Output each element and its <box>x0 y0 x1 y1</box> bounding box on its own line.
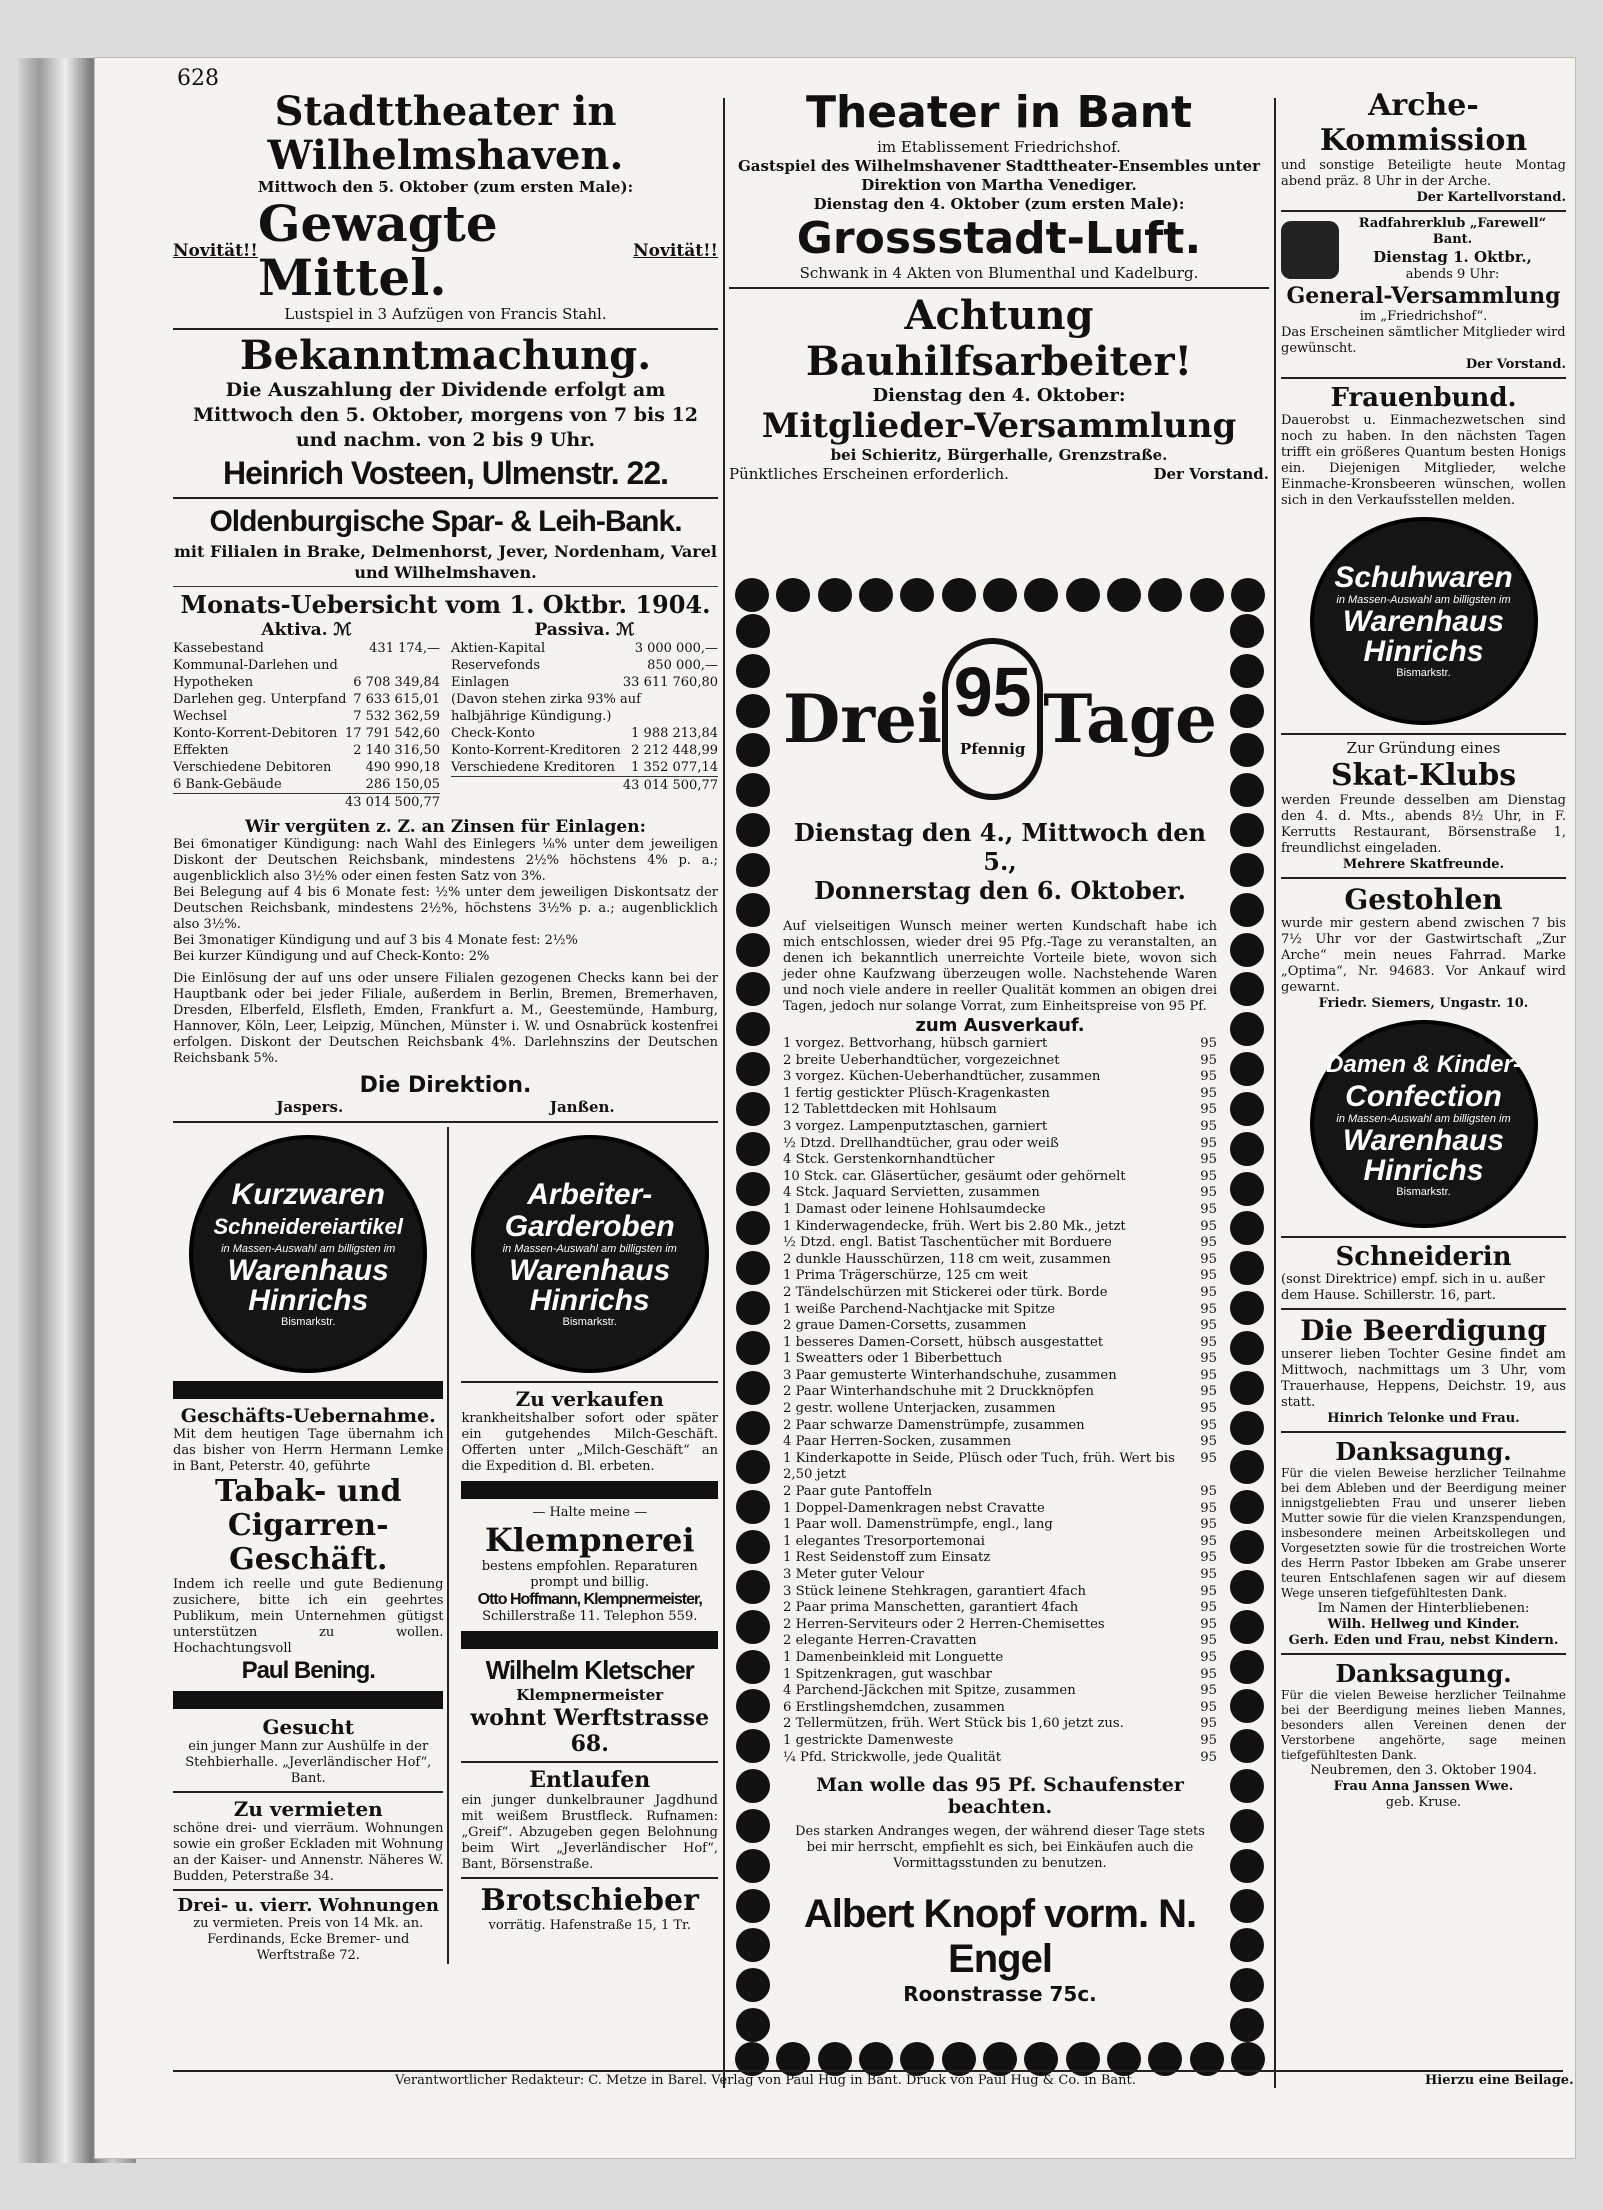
sub-col-right: Arbeiter- Garderoben in Massen-Auswahl am billigsten im Warenhaus Hinrichs Bismarkstr. Zu verkaufen krankheitshalber sofort oder später ein gutgehendes Milch-Geschäft. Offerten unter „Milch-Geschäft“ an die Expedition d. Bl. erbeten. — Halte meine — Klempnerei bestens empfohlen. Reparaturen prompt und billig. Otto Hoffmann, Klempnermeister, Schillerstraße 11. Telephon 559. Wilhelm Kletscher Klempnermeister wohnt Werftstrasse 68. Entlaufen ein junger dunkelbrauner Jagdhund mit weißem Brustfleck. Rufnamen: „Greif“. Abzugeben gegen Belohnung beim Wirt „Jeverländischer Hof“, Bant, Börsenstraße. Brotschieber vorrätig. Hafenstraße 15, 1 Tr. <box>461 1127 718 1964</box>
hinrichs-schuhwaren-ad: Schuhwaren in Massen-Auswahl am billigsten im Warenhaus Hinrichs Bismarkstr. <box>1310 517 1538 725</box>
border-dot <box>736 1968 770 2002</box>
sale-item: 1 Damenbeinkleid mit Longuette 95 <box>783 1649 1217 1665</box>
border-dot <box>1230 773 1264 807</box>
border-dot <box>942 578 976 612</box>
border-dot <box>736 1928 770 1962</box>
balance-sheet <box>173 620 718 811</box>
footer-imprint: Verantwortlicher Redakteur: C. Metze in Barel. Verlag von Paul Hug in Bant. Druck von Paul Hug & Co. in Bant. <box>395 2073 1136 2088</box>
border-dot <box>736 1849 770 1883</box>
bant-theater-title: Theater in Bant <box>805 87 1193 138</box>
sale-item: 3 vorgez. Lampenputztaschen, garniert 95 <box>783 1118 1217 1134</box>
play-row <box>173 194 718 307</box>
border-dot <box>1230 1650 1264 1684</box>
aktiva-row: 6 Bank-Gebäude 286 150,05 <box>173 777 441 792</box>
border-dot <box>736 1371 770 1405</box>
border-dot <box>1230 853 1264 887</box>
border-dot <box>776 578 810 612</box>
monats-uebersicht: Monats-Uebersicht vom 1. Oktbr. 1904. <box>180 590 711 619</box>
border-dot <box>1230 1769 1264 1803</box>
sale-item: 2 Tellermützen, früh. Wert Stück bis 1,60 jetzt zus. 95 <box>783 1716 1217 1732</box>
sale-item: 1 Prima Trägerschürze, 125 cm weit 95 <box>783 1268 1217 1284</box>
border-dot <box>736 1052 770 1086</box>
border-dot <box>1230 1211 1264 1245</box>
border-dot <box>1230 1371 1264 1405</box>
border-dot <box>736 1450 770 1484</box>
border-dot <box>736 1530 770 1564</box>
border-dot <box>736 933 770 967</box>
aktiva-row: Verschiedene Debitoren 490 990,18 <box>173 760 441 775</box>
border-dot <box>1230 1411 1264 1445</box>
schneiderin-title: Schneiderin <box>1335 1242 1512 1272</box>
tage-word: Tage <box>1043 680 1217 758</box>
verkaufen-title: Zu verkaufen <box>515 1387 664 1411</box>
aktiva-row: Kassebestand 431 174,— <box>173 641 441 656</box>
border-dot <box>1230 1570 1264 1604</box>
kletscher-title: Wilhelm Kletscher <box>485 1655 694 1685</box>
sale-item: 1 Doppel-Damenkragen nebst Cravatte 95 <box>783 1500 1217 1516</box>
passiva-row: Konto-Korrent-Kreditoren 2 212 448,99 <box>450 743 718 758</box>
column-divider-1 <box>723 98 725 2088</box>
border-dot <box>735 578 769 612</box>
entlaufen-title: Entlaufen <box>529 1767 651 1793</box>
passiva-row: Check-Konto 1 988 213,84 <box>450 726 718 741</box>
column-3: Arche-Kommission und sonstige Beteiligte heute Montag abend präz. 8 Uhr in der Arche. Der Kartellvorstand. Radfahrerklub „Farewell“ Bant. Dienstag 1. Oktbr., abends 9 Uhr: General-Versammlung im „Friedrichshof“. Das Erscheinen sämtlicher Mitglieder wird gewünscht. Der Vorstand. Frauenbund. Dauerobst u. Einmachezwetschen sind noch zu haben. In den nächsten Tagen trifft ein größeres Quantum besten Honigs ein. Diejenigen Mitglieder, welche Einmache-Kronsbeeren wünschen, wollen sich in den Verkaufsstellen melden. Schuhwaren in Massen-Auswahl am billigsten im Warenhaus Hinrichs Bismarkstr. Zur Gründung eines Skat-Klubs werden Freunde desselben am Dienstag den 4. d. Mts., abends 8½ Uhr, in F. Kerrutts Restaurant, Börsenstraße 1, freundlichst eingeladen. Mehrere Skatfreunde. Gestohlen wurde mir gestern abend zwischen 7 bis 7½ Uhr vor der Gastwirtschaft „Zur Arche“ mein neues Fahrrad. Marke „Optima“, Nr. 94683. Vor Ankauf wird gewarnt. Friedr. Siemers, Ungastr. 10. Damen & Kinder- Confection in Massen-Auswahl am billigsten im Warenhaus Hinrichs Bismarkstr. Schneiderin (sonst Direktrice) empf. sich in u. außer dem Hause. Schillerstr. 16, part. Die Beerdigung unserer lieben Tochter Gesine findet am Mittwoch, nachmittags um 3 Uhr, vom Trauerhause, Heppens, Deichstr. 19, aus statt. Hinrich Telonke und Frau. Danksagung. Für die vielen Beweise herzlicher Teilnahme bei dem Ableben und der Beerdigung meiner innigstgeliebten Frau und unserer lieben Mutter sowie für die vielen Kranzspendungen, insbesondere meinen Arbeitskollegen und Vorgesetzten sowie für die trostreichen Worte des Herrn Pastor Ibbeken am Grabe unserer teuren Entschlafenen sagen wir auf diesem Wege unseren tiefgefühltesten Dank. Im Namen der Hinterbliebenen: Wilh. Hellweg und Kinder. Gerh. Eden und Frau, nebst Kindern. Danksagung. Für die vielen Beweise herzlicher Teilnahme bei der Beerdigung meines lieben Mannes, besonders allen Vereinen denen der Verstorbene angehörte, sage meinen tiefgefühltesten Dank. Neubremen, den 3. Oktober 1904. Frau Anna Janssen Wwe. geb. Kruse. <box>1281 88 1566 1810</box>
border-dot <box>736 1172 770 1206</box>
zinsen-item: Bei Belegung auf 4 bis 6 Monate fest: ½% unter dem jeweiligen Diskontsatz der Deutschen Reichsbank, mindestens 2½%, höchstens 3½% p. a.; augenblicklich also 3½%. <box>173 885 718 932</box>
border-dot <box>1230 694 1264 728</box>
passiva-heading: Passiva. <box>534 620 611 640</box>
border-dot <box>1190 578 1224 612</box>
sale-item: 2 gestr. wollene Unterjacken, zusammen 95 <box>783 1401 1217 1417</box>
border-dot <box>736 1291 770 1325</box>
sale-item: 4 Parchend-Jäckchen mit Spitze, zusammen 95 <box>783 1683 1217 1699</box>
border-dot <box>1230 972 1264 1006</box>
border-dot <box>1230 1251 1264 1285</box>
border-dot <box>736 2008 770 2042</box>
sale-item: 1 Paar woll. Damenstrümpfe, engl., lang 95 <box>783 1517 1217 1533</box>
border-dot <box>736 853 770 887</box>
sale-item: 3 Meter guter Velour 95 <box>783 1567 1217 1582</box>
newspaper-page <box>95 58 1575 2158</box>
hinrichs-kurzwaren-ad: Kurzwaren Schneidereiartikel in Massen-Auswahl am billigsten im Warenhaus Hinrichs Bismarkstr. <box>189 1135 427 1373</box>
border-dot <box>1230 1928 1264 1962</box>
theater-date: Mittwoch den 5. Oktober (zum ersten Male): <box>257 178 634 196</box>
zinsen-item: Bei 3monatiger Kündigung und auf 3 bis 4 Monate fest: 2½% <box>173 933 578 948</box>
sale-item: 1 besseres Damen-Corsett, hübsch ausgestattet 95 <box>783 1334 1217 1350</box>
border-dot <box>1230 1689 1264 1723</box>
zinsen-list <box>173 837 718 965</box>
border-dot <box>1230 1012 1264 1046</box>
aktiva-row: Konto-Korrent-Debitoren 17 791 542,60 <box>173 726 441 741</box>
beerdigung-title: Die Beerdigung <box>1300 1314 1547 1347</box>
border-dot <box>736 1650 770 1684</box>
skat-klubs: Skat-Klubs <box>1330 758 1517 793</box>
items-list <box>783 1036 1217 1766</box>
theater-title: Stadttheater in Wilhelmshaven. <box>267 88 624 179</box>
hinrichs-confection-ad: Damen & Kinder- Confection in Massen-Auswahl am billigsten im Warenhaus Hinrichs Bismarkstr. <box>1310 1020 1538 1228</box>
border-dot <box>736 1769 770 1803</box>
passiva-rows <box>451 640 718 776</box>
border-dot <box>1230 2008 1264 2042</box>
sale-item: 2 breite Ueberhandtücher, vorgezeichnet 95 <box>783 1052 1217 1068</box>
border-dot <box>736 654 770 688</box>
einloesung-text: Die Einlösung der auf uns oder unsere Filialen gezogenen Checks kann bei der Hauptbank oder bei jeder Filiale, außerdem in Berlin, Bremen, Bremerhaven, Dresden, Elberfeld, Elsfleth, Emden, Frankfurt a. M., Geestemünde, Hamburg, Hannover, Köln, Leer, Leipzig, München, Münster i. W. und Osnabrück kostenfrei erfolgen. Diskont der Deutschen Reichsbank 4%. Darlehnszins der Deutschen Reichsbank 5%. <box>173 971 718 1066</box>
border-dot <box>736 1809 770 1843</box>
sale-item: 2 dunkle Hausschürzen, 118 cm weit, zusammen 95 <box>783 1251 1217 1267</box>
zinsen-item: Bei 6monatiger Kündigung: nach Wahl des Einlegers ⅛% unter dem jeweiligen Diskont der Deutschen Reichsbank, mindestens 2½% höchstens 4% p. a.; augenblicklich also 3½% oder einen festen Satz von 3%. <box>173 837 718 884</box>
passiva-row: Verschiedene Kreditoren 1 352 077,14 <box>450 760 718 775</box>
border-dot <box>1024 578 1058 612</box>
border-dot <box>736 1570 770 1604</box>
border-dot <box>1230 1132 1264 1166</box>
border-dot <box>736 1729 770 1763</box>
passiva-row: Reservefonds 850 000,— <box>450 658 718 673</box>
sale-item: 1 Kinderkapotte in Seide, Plüsch oder Tuch, früh. Wert bis 2,50 jetzt 95 <box>783 1450 1217 1483</box>
border-dot <box>1230 1889 1264 1923</box>
passiva-row: (Davon stehen zirka 93% auf halbjährige Kündigung.) <box>450 692 641 724</box>
border-dot <box>736 1012 770 1046</box>
border-dot <box>1231 578 1265 612</box>
border-dot <box>736 813 770 847</box>
95-oval: 95 Pfennig <box>942 638 1043 800</box>
border-dot <box>736 1490 770 1524</box>
aktiva-row: Darlehen geg. Unterpfand 7 633 615,01 <box>173 692 441 707</box>
sale-item: 2 graue Damen-Corsetts, zusammen 95 <box>783 1318 1217 1334</box>
sale-item: 1 Damast oder leinene Hohlsaumdecke 95 <box>783 1201 1217 1217</box>
aktiva-heading: Aktiva. <box>261 620 328 640</box>
sale-item: 6 Erstlingshemdchen, zusammen 95 <box>783 1699 1217 1715</box>
zinsen-item: Bei kurzer Kündigung und auf Check-Konto: 2% <box>173 949 490 964</box>
zinsen-title: Wir vergüten z. Z. an Zinsen für Einlagen: <box>245 817 646 837</box>
tabak-geschaeft: Tabak- und Cigarren-Geschäft. <box>215 1474 402 1577</box>
aktiva-row: Wechsel 7 532 362,59 <box>173 709 441 724</box>
aktiva-rows <box>173 640 440 793</box>
border-dot <box>983 578 1017 612</box>
drei-95-tage-ad: Drei 95 Pfennig Tage Dienstag den 4., Mittwoch den 5., Donnerstag den 6. Oktober. Auf vielseitigen Wunsch meiner werten Kundschaft habe ich mich entschlossen, wieder drei 95 Pfg.-Tage zu veranstalten, an denen ich bekanntlich unerreichte Vorteile biete, wovon sich jeder ohne Kaufzwang überzeugen wolle. Nachstehende Waren und noch viele andere in reeller Qualität kommen an obigen drei Tagen, jedoch nur solange Vorrat, zum Einheitspreise von 95 Pf. zum Ausverkauf. 1 vorgez. Bettvorhang, hübsch garniert 95 2 breite Ueberhandtücher, vorgezeichnet 95 3 vorgez. Küchen-Ueberhandtücher, zusammen 95 1 fertig gestickter Plüsch-Kragenkasten 95 12 Tablettdecken mit Hohlsaum 95 3 vorgez. Lampenputztaschen, garniert 95 ½ Dtzd. Drellhandtücher, grau oder weiß 95 4 Stck. Gerstenkornhandtücher 95 10 Stck. car. Gläsertücher, gesäumt oder gehörnelt 95 4 Stck. Jaquard Servietten, zusammen 95 1 Damast oder leinene Hohlsaumdecke 95 1 Kinderwagendecke, früh. Wert bis 2.80 Mk., jetzt 95 ½ Dtzd. engl. Batist Taschentücher mit Borduere 95 2 dunkle Hausschürzen, 118 cm weit, zusammen 95 1 Prima Trägerschürze, 125 cm weit 95 2 Tändelschürzen mit Stickerei oder türk. Borde 95 1 weiße Parchend-Nachtjacke mit Spitze 95 2 graue Damen-Corsetts, zusammen 95 1 besseres Damen-Corsett, hübsch ausgestattet 95 1 Sweatters oder 1 Biberbettuch 95 3 Paar gemusterte Winterhandschuhe, zusammen 95 2 Paar Winterhandschuhe mit 2 Druckknöpfen 95 2 gestr. wollene Unterjacken, zusammen 95 2 Paar schwarze Damenstrümpfe, zusammen 95 4 Paar Herren-Socken, zusammen 95 1 Kinderkapotte in Seide, Plüsch oder Tuch, früh. Wert bis 2,50 jetzt 95 2 Paar gute Pantoffeln 95 1 Doppel-Damenkragen nebst Cravatte 95 1 Paar woll. Damenstrümpfe, engl., lang 95 1 elegantes Tresorportemonai 95 1 Rest Seidenstoff zum Einsatz 95 3 Meter guter Velour 95 3 Stück leinene Stehkragen, garantiert 4fach 95 2 Paar prima Manschetten, garantiert 4fach 95 2 Herren-Serviteurs oder 2 Herren-Chemisettes 95 2 elegante Herren-Cravatten 95 1 Damenbeinkleid mit Longuette 95 1 Spitzenkragen, gut waschbar 95 4 Parchend-Jäckchen mit Spitze, zusammen 95 6 Erstlingshemdchen, zusammen 95 2 Tellermützen, früh. Wert Stück bis 1,60 jetzt zus. 95 1 gestrickte Damenweste 95 ¼ Pfd. Strickwolle, jede Qualität 95 Man wolle das 95 Pf. Schaufenster beachten. Des starken Andranges wegen, der während dieser Tage stets bei mir herrscht, empfiehlt es sich, bei Einkäufen auch die Vormittagsstunden zu benutzen. Albert Knopf vorm. N. Engel Roonstrasse 75c. <box>735 578 1265 2078</box>
gestohlen-title: Gestohlen <box>1344 883 1503 916</box>
klempnerei-title: Klempnerei <box>484 1521 695 1559</box>
border-dot <box>736 893 770 927</box>
border-dot <box>736 1251 770 1285</box>
sale-item: 2 Paar schwarze Damenstrümpfe, zusammen 95 <box>783 1417 1217 1433</box>
geschaefts-uebernahme-title: Geschäfts-Uebernahme. <box>180 1405 436 1427</box>
border-dot <box>859 578 893 612</box>
border-dot <box>1230 1172 1264 1206</box>
sale-item: 4 Paar Herren-Socken, zusammen 95 <box>783 1434 1217 1450</box>
aktiva-row: Kommunal-Darlehen und <box>173 658 338 673</box>
sale-item: 12 Tablettdecken mit Hohlsaum 95 <box>783 1102 1217 1118</box>
general-versammlung: General-Versammlung <box>1286 283 1561 309</box>
border-dot <box>736 1132 770 1166</box>
sub-col-left: Kurzwaren Schneidereiartikel in Massen-Auswahl am billigsten im Warenhaus Hinrichs Bismarkstr. Geschäfts-Uebernahme. Mit dem heutigen Tage übernahm ich das bisher von Herrn Hermann Lemke in Bant, Peterstr. 40, geführte Tabak- und Cigarren-Geschäft. Indem ich reelle und gute Bedienung zusichere, bitte ich ein geehrtes Publikum, mein Unternehmen gütigst unterstützen zu wollen. Hochachtungsvoll Paul Bening. Gesucht ein junger Mann zur Aushülfe in der Stehbierhalle. „Jeverländischer Hof“, Bant. Zu vermieten schöne drei- und vierräum. Wohnungen sowie ein großer Eckladen mit Wohnung an der Kaiser- und Annenstr. Näheres W. Budden, Peterstraße 34. Drei- u. vierr. Wohnungen zu vermieten. Preis von 14 Mk. an. Ferdinands, Ecke Bremer- und Werftstraße 72. <box>173 1127 443 1964</box>
border-dot <box>1230 893 1264 927</box>
sale-item: ½ Dtzd. Drellhandtücher, grau oder weiß 95 <box>783 1135 1217 1151</box>
danksagung-1: Danksagung. <box>1335 1437 1512 1466</box>
bekanntmachung-text: Die Auszahlung der Dividende erfolgt am Mittwoch den 5. Oktober, morgens von 7 bis 12 und nachm. von 2 bis 9 Uhr. <box>193 379 698 451</box>
sale-item: ¼ Pfd. Strickwolle, jede Qualität 95 <box>783 1749 1217 1765</box>
sale-item: 1 Sweatters oder 1 Biberbettuch 95 <box>783 1351 1217 1367</box>
border-dot <box>1230 1331 1264 1365</box>
signature-jaspers: Jaspers. <box>276 1098 344 1116</box>
sale-item: 4 Stck. Gerstenkornhandtücher 95 <box>783 1152 1217 1168</box>
border-dot <box>1230 1729 1264 1763</box>
border-dot <box>736 614 770 648</box>
sale-item: 3 Paar gemusterte Winterhandschuhe, zusammen 95 <box>783 1367 1217 1383</box>
border-dot <box>1230 1968 1264 2002</box>
gesucht-title: Gesucht <box>262 1715 355 1739</box>
border-dot <box>900 578 934 612</box>
passiva-row: Aktien-Kapital 3 000 000,— <box>450 641 718 656</box>
border-dot <box>1230 1849 1264 1883</box>
albert-knopf: Albert Knopf vorm. N. Engel <box>803 1892 1197 1982</box>
border-dot <box>1230 1610 1264 1644</box>
sale-item: 3 vorgez. Küchen-Ueberhandtücher, zusammen 95 <box>783 1069 1217 1085</box>
signature-janssen: Janßen. <box>549 1098 615 1116</box>
border-dot <box>1066 578 1100 612</box>
sale-item: 2 Tändelschürzen mit Stickerei oder türk. Borde 95 <box>783 1284 1217 1300</box>
border-dot <box>736 1889 770 1923</box>
sale-item: 1 fertig gestickter Plüsch-Kragenkasten 95 <box>783 1085 1217 1101</box>
border-dot <box>1230 1809 1264 1843</box>
arche-title: Arche-Kommission <box>1319 88 1528 158</box>
border-dot <box>736 972 770 1006</box>
sale-item: 1 Rest Seidenstoff zum Einsatz 95 <box>783 1550 1217 1566</box>
aktiva-row: Effekten 2 140 316,50 <box>173 743 441 758</box>
page-number: 628 <box>177 66 219 91</box>
novitaet-left: Novität!! <box>173 240 258 261</box>
border-dot <box>736 1211 770 1245</box>
passiva-total: 43 014 500,77 <box>622 778 718 793</box>
border-dot <box>736 1610 770 1644</box>
play-title: Gewagte Mittel. <box>257 194 498 307</box>
play-subtitle: Lustspiel in 3 Aufzügen von Francis Stahl. <box>284 305 607 323</box>
brotschieber-title: Brotschieber <box>480 1883 699 1918</box>
aktiva-row: Hypotheken 6 708 349,84 <box>173 675 441 690</box>
border-dot <box>736 733 770 767</box>
bekanntmachung-name: Heinrich Vosteen, Ulmenstr. 22. <box>222 455 668 491</box>
sale-item: 2 Paar prima Manschetten, garantiert 4fach 95 <box>783 1600 1217 1616</box>
sale-item: 1 gestrickte Damenweste 95 <box>783 1732 1217 1748</box>
sale-item: 1 weiße Parchend-Nachtjacke mit Spitze 95 <box>783 1301 1217 1317</box>
border-dot <box>1230 614 1264 648</box>
drei-word: Drei <box>783 680 943 758</box>
direktion: Die Direktion. <box>359 1073 532 1098</box>
mitglieder-versammlung: Mitglieder-Versammlung <box>761 406 1237 446</box>
grossstadt-luft: Grossstadt-Luft. <box>796 213 1202 264</box>
border-dot <box>736 1689 770 1723</box>
border-dot <box>1230 1450 1264 1484</box>
bank-title: Oldenburgische Spar- & Leih-Bank. <box>209 505 682 538</box>
sale-item: 2 Paar Winterhandschuhe mit 2 Druckknöpfen 95 <box>783 1384 1217 1400</box>
sale-item: 1 Kinderwagendecke, früh. Wert bis 2.80 Mk., jetzt 95 <box>783 1218 1217 1234</box>
bekanntmachung-title: Bekanntmachung. <box>239 332 652 379</box>
border-dot <box>1230 1092 1264 1126</box>
border-dot <box>1230 1490 1264 1524</box>
danksagung-2: Danksagung. <box>1335 1659 1512 1688</box>
sale-item: 1 vorgez. Bettvorhang, hübsch garniert 95 <box>783 1036 1217 1051</box>
border-dot <box>1230 1052 1264 1086</box>
border-dot <box>736 1092 770 1126</box>
border-dot <box>1230 733 1264 767</box>
column-1 <box>173 68 718 1964</box>
sale-item: 2 Herren-Serviteurs oder 2 Herren-Chemisettes 95 <box>783 1616 1217 1632</box>
column-2: Theater in Bant im Etablissement Friedrichshof. Gastspiel des Wilhelmshavener Stadttheater-Ensembles unter Direktion von Martha Venediger. Dienstag den 4. Oktober (zum ersten Male): Grossstadt-Luft. Schwank in 4 Akten von Blumenthal und Kadelburg. Achtung Bauhilfsarbeiter! Dienstag den 4. Oktober: Mitglieder-Versammlung bei Schieritz, Bürgerhalle, Grenzstraße. Pünktliches Erscheinen erforderlich. Der Vorstand. <box>729 87 1269 483</box>
novitaet-right: Novität!! <box>633 240 718 261</box>
wohnungen-title: Drei- u. vierr. Wohnungen <box>177 1895 440 1916</box>
border-dot <box>1148 578 1182 612</box>
border-dot <box>1230 813 1264 847</box>
border-dot <box>818 578 852 612</box>
sale-item: 4 Stck. Jaquard Servietten, zusammen 95 <box>783 1185 1217 1201</box>
aktiva: Aktiva. ℳ Kassebestand 431 174,— Kommunal-Darlehen und Hypotheken 6 708 349,84 Darlehen geg. Unterpfand 7 633 615,01 Wechsel 7 532 362,59 Konto-Korrent-Debitoren 17 791 542,60 Effekten 2 140 316,50 Verschiedene Debitoren 490 990,18 6 Bank-Gebäude 286 150,05 43 014 500,77 <box>173 620 441 810</box>
sale-item: 1 Spitzenkragen, gut waschbar 95 <box>783 1666 1217 1682</box>
border-dot <box>1230 1530 1264 1564</box>
hinrichs-arbeiter-ad: Arbeiter- Garderoben in Massen-Auswahl am billigsten im Warenhaus Hinrichs Bismarkstr. <box>471 1135 709 1373</box>
border-dot <box>736 773 770 807</box>
aktiva-total: 43 014 500,77 <box>344 795 441 810</box>
column-divider-2 <box>1274 98 1276 2088</box>
border-dot <box>1230 654 1264 688</box>
sale-item: 2 Paar gute Pantoffeln 95 <box>783 1484 1217 1500</box>
border-dot <box>736 1411 770 1445</box>
sale-item: 10 Stck. car. Gläsertücher, gesäumt oder gehörnelt 95 <box>783 1168 1217 1184</box>
footer-beilage: Hierzu eine Beilage. <box>1425 2073 1574 2088</box>
border-dot <box>1230 933 1264 967</box>
bicycle-club-logo <box>1281 221 1339 279</box>
sale-item: ½ Dtzd. engl. Batist Taschentücher mit Borduere 95 <box>783 1235 1217 1251</box>
border-dot <box>1230 1291 1264 1325</box>
bank-subtitle: mit Filialen in Brake, Delmenhorst, Jever, Nordenham, Varel und Wilhelmshaven. <box>174 542 717 582</box>
frauenbund-title: Frauenbund. <box>1330 383 1517 413</box>
achtung-title: Achtung Bauhilfsarbeiter! <box>805 292 1193 385</box>
passiva: Passiva. ℳ Aktien-Kapital 3 000 000,— Reservefonds 850 000,— Einlagen 33 611 760,80 (Davon stehen zirka 93% auf halbjährige Kündigung.) Check-Konto 1 988 213,84 Konto-Korrent-Kreditoren 2 212 448,99 Verschiedene Kreditoren 1 352 077,14 43 014 500,77 <box>450 620 718 793</box>
border-dot <box>736 1331 770 1365</box>
intro-text: Auf vielseitigen Wunsch meiner werten Kundschaft habe ich mich entschlossen, wieder drei 95 Pfg.-Tage zu veranstalten, an denen ich bekanntlich unerreichte Vorteile biete, wovon sich jeder ohne Kaufzwang überzeugen wolle. Nachstehende Waren und noch viele andere in reeller Qualität kommen an obigen drei Tagen, jedoch nur solange Vorrat, zum Einheitspreise von 95 Pf. <box>783 919 1217 1014</box>
paul-bening: Paul Bening. <box>241 1657 375 1684</box>
sale-item: 2 elegante Herren-Cravatten 95 <box>783 1633 1217 1649</box>
vermieten-title: Zu vermieten <box>233 1797 383 1821</box>
sale-item: 1 elegantes Tresorportemonai 95 <box>783 1533 1217 1549</box>
border-dot <box>736 694 770 728</box>
border-dot <box>1107 578 1141 612</box>
passiva-row: Einlagen 33 611 760,80 <box>450 675 718 690</box>
sale-item: 3 Stück leinene Stehkragen, garantiert 4fach 95 <box>783 1583 1217 1599</box>
